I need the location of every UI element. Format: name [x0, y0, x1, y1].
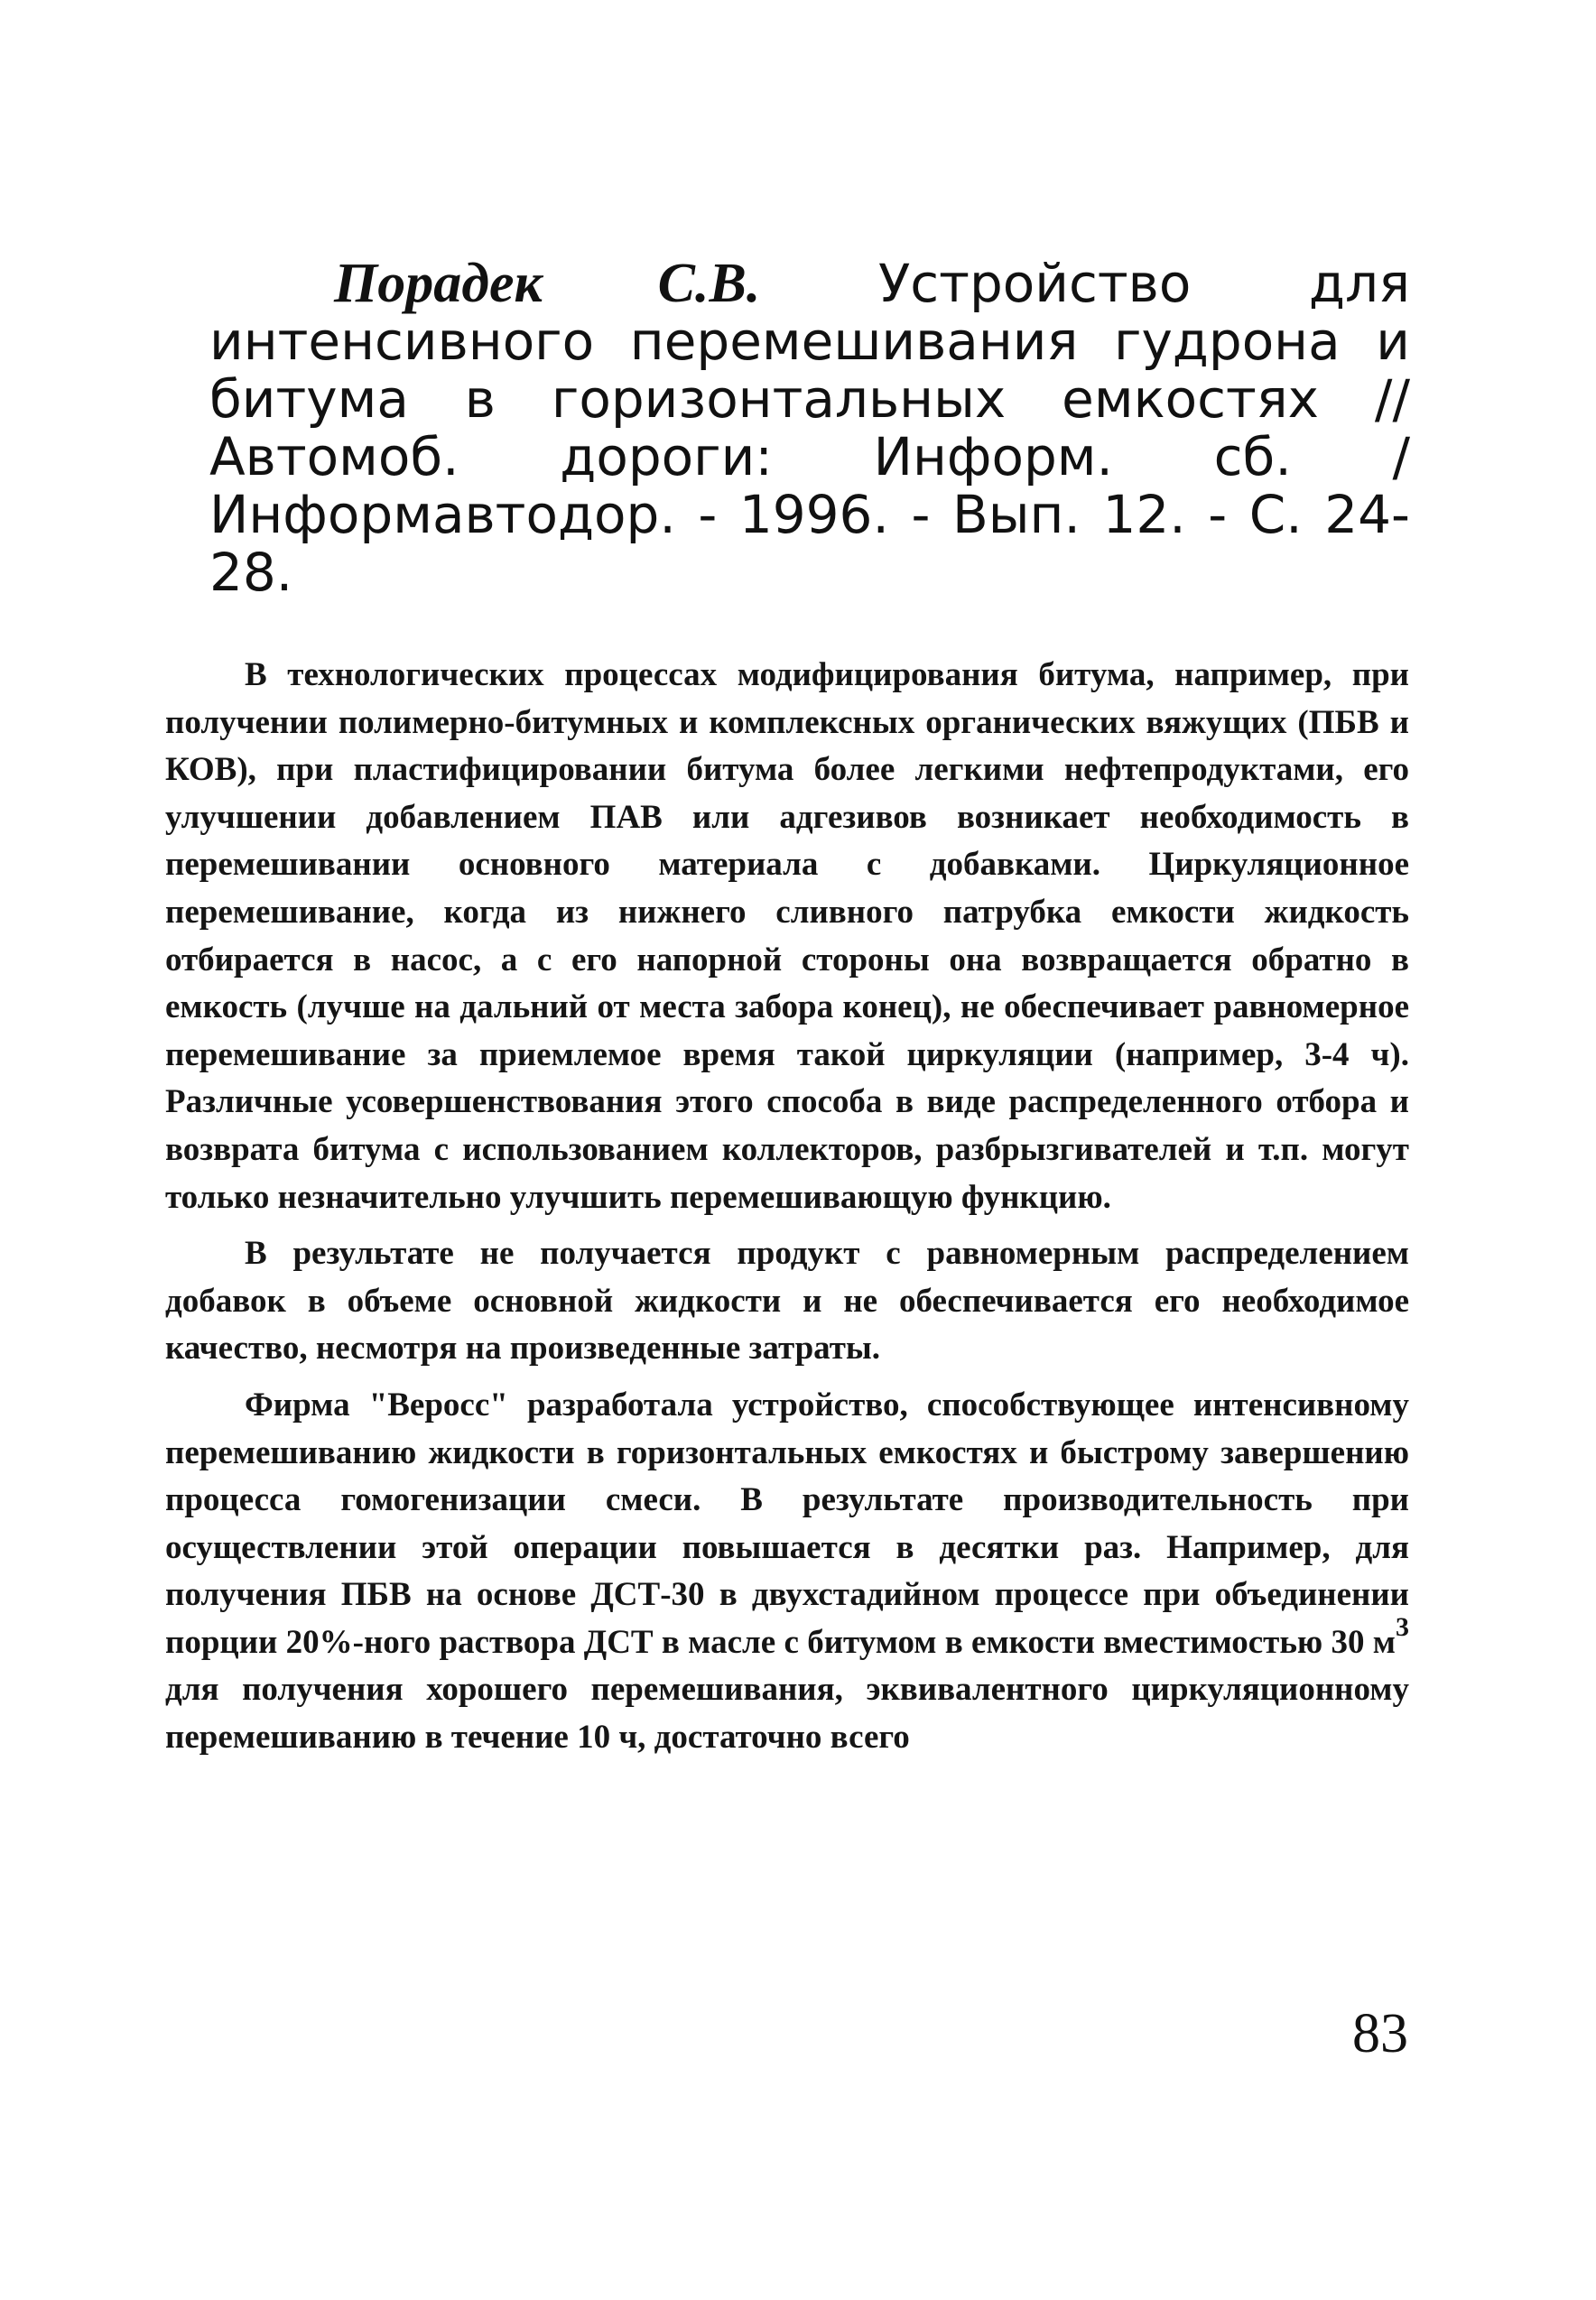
- paragraph-2: В результате не получается продукт с равномерным распределением добавок в объеме основной жидкости и не обеспечивается его необходимое качество, несмотря на произведенные затраты.: [165, 1235, 1409, 1368]
- paragraph-1: В технологических процессах модифицирования битума, например, при получении полимерно-битумных и комплексных органических вяжущих (ПБВ и КОВ), при пластифицировании битума более легкими нефтепродуктами, его улучшении добавлением ПАВ или адгезивов возникает необходимость в перемешивании основного материала с добавками. Циркуляционное перемешивание, когда из нижнего сливного патрубка емкости жидкость отбирается в насос, а с его напорной стороны она возвращается обратно в емкость (лучше на дальний от места забора конец), не обеспечивает равномерное перемешивание за приемлемое время такой циркуляции (например, 3-4 ч). Различные усовершенствования этого способа в виде распределенного отбора и возврата битума с использованием коллекторов, разбрызгивателей и т.п. могут только незначительно улучшить перемешивающую функцию.: [165, 656, 1409, 1216]
- paragraph-3: [165, 1382, 1409, 1762]
- paragraph-3-part-2: для получения хорошего перемешивания, эквивалентного циркуляционному перемешиванию в течение 10 ч, достаточно всего: [165, 1671, 1409, 1757]
- citation-text: Устройство для интенсивного перемешивания гудрона и битума в горизонтальных емкостях // Автомоб. дороги: Информ. сб. / Информавтодор. - 1996. - Вып. 12. - С. 24-28.: [209, 253, 1410, 603]
- citation-author: Порадек С.В.: [334, 253, 761, 314]
- paragraph-3-part-1: Фирма "Веросс" разработала устройство, способствующее интенсивному перемешиванию жидкости в горизонтальных емкостях и быстрому завершению процесса гомогенизации смеси. В результате производительность при осуществлении этой операции повышается в десятки раз. Например, для получения ПБВ на основе ДСТ-30 в двухстадийном процессе при объединении порции 20%-ного раствора ДСТ в масле с битумом в емкости вместимостью 30 м: [165, 1386, 1409, 1661]
- article-body: [165, 652, 1409, 1762]
- page-number: 83: [1352, 2003, 1408, 2064]
- bibliographic-citation: [209, 255, 1410, 601]
- cubic-superscript: 3: [1396, 1611, 1409, 1642]
